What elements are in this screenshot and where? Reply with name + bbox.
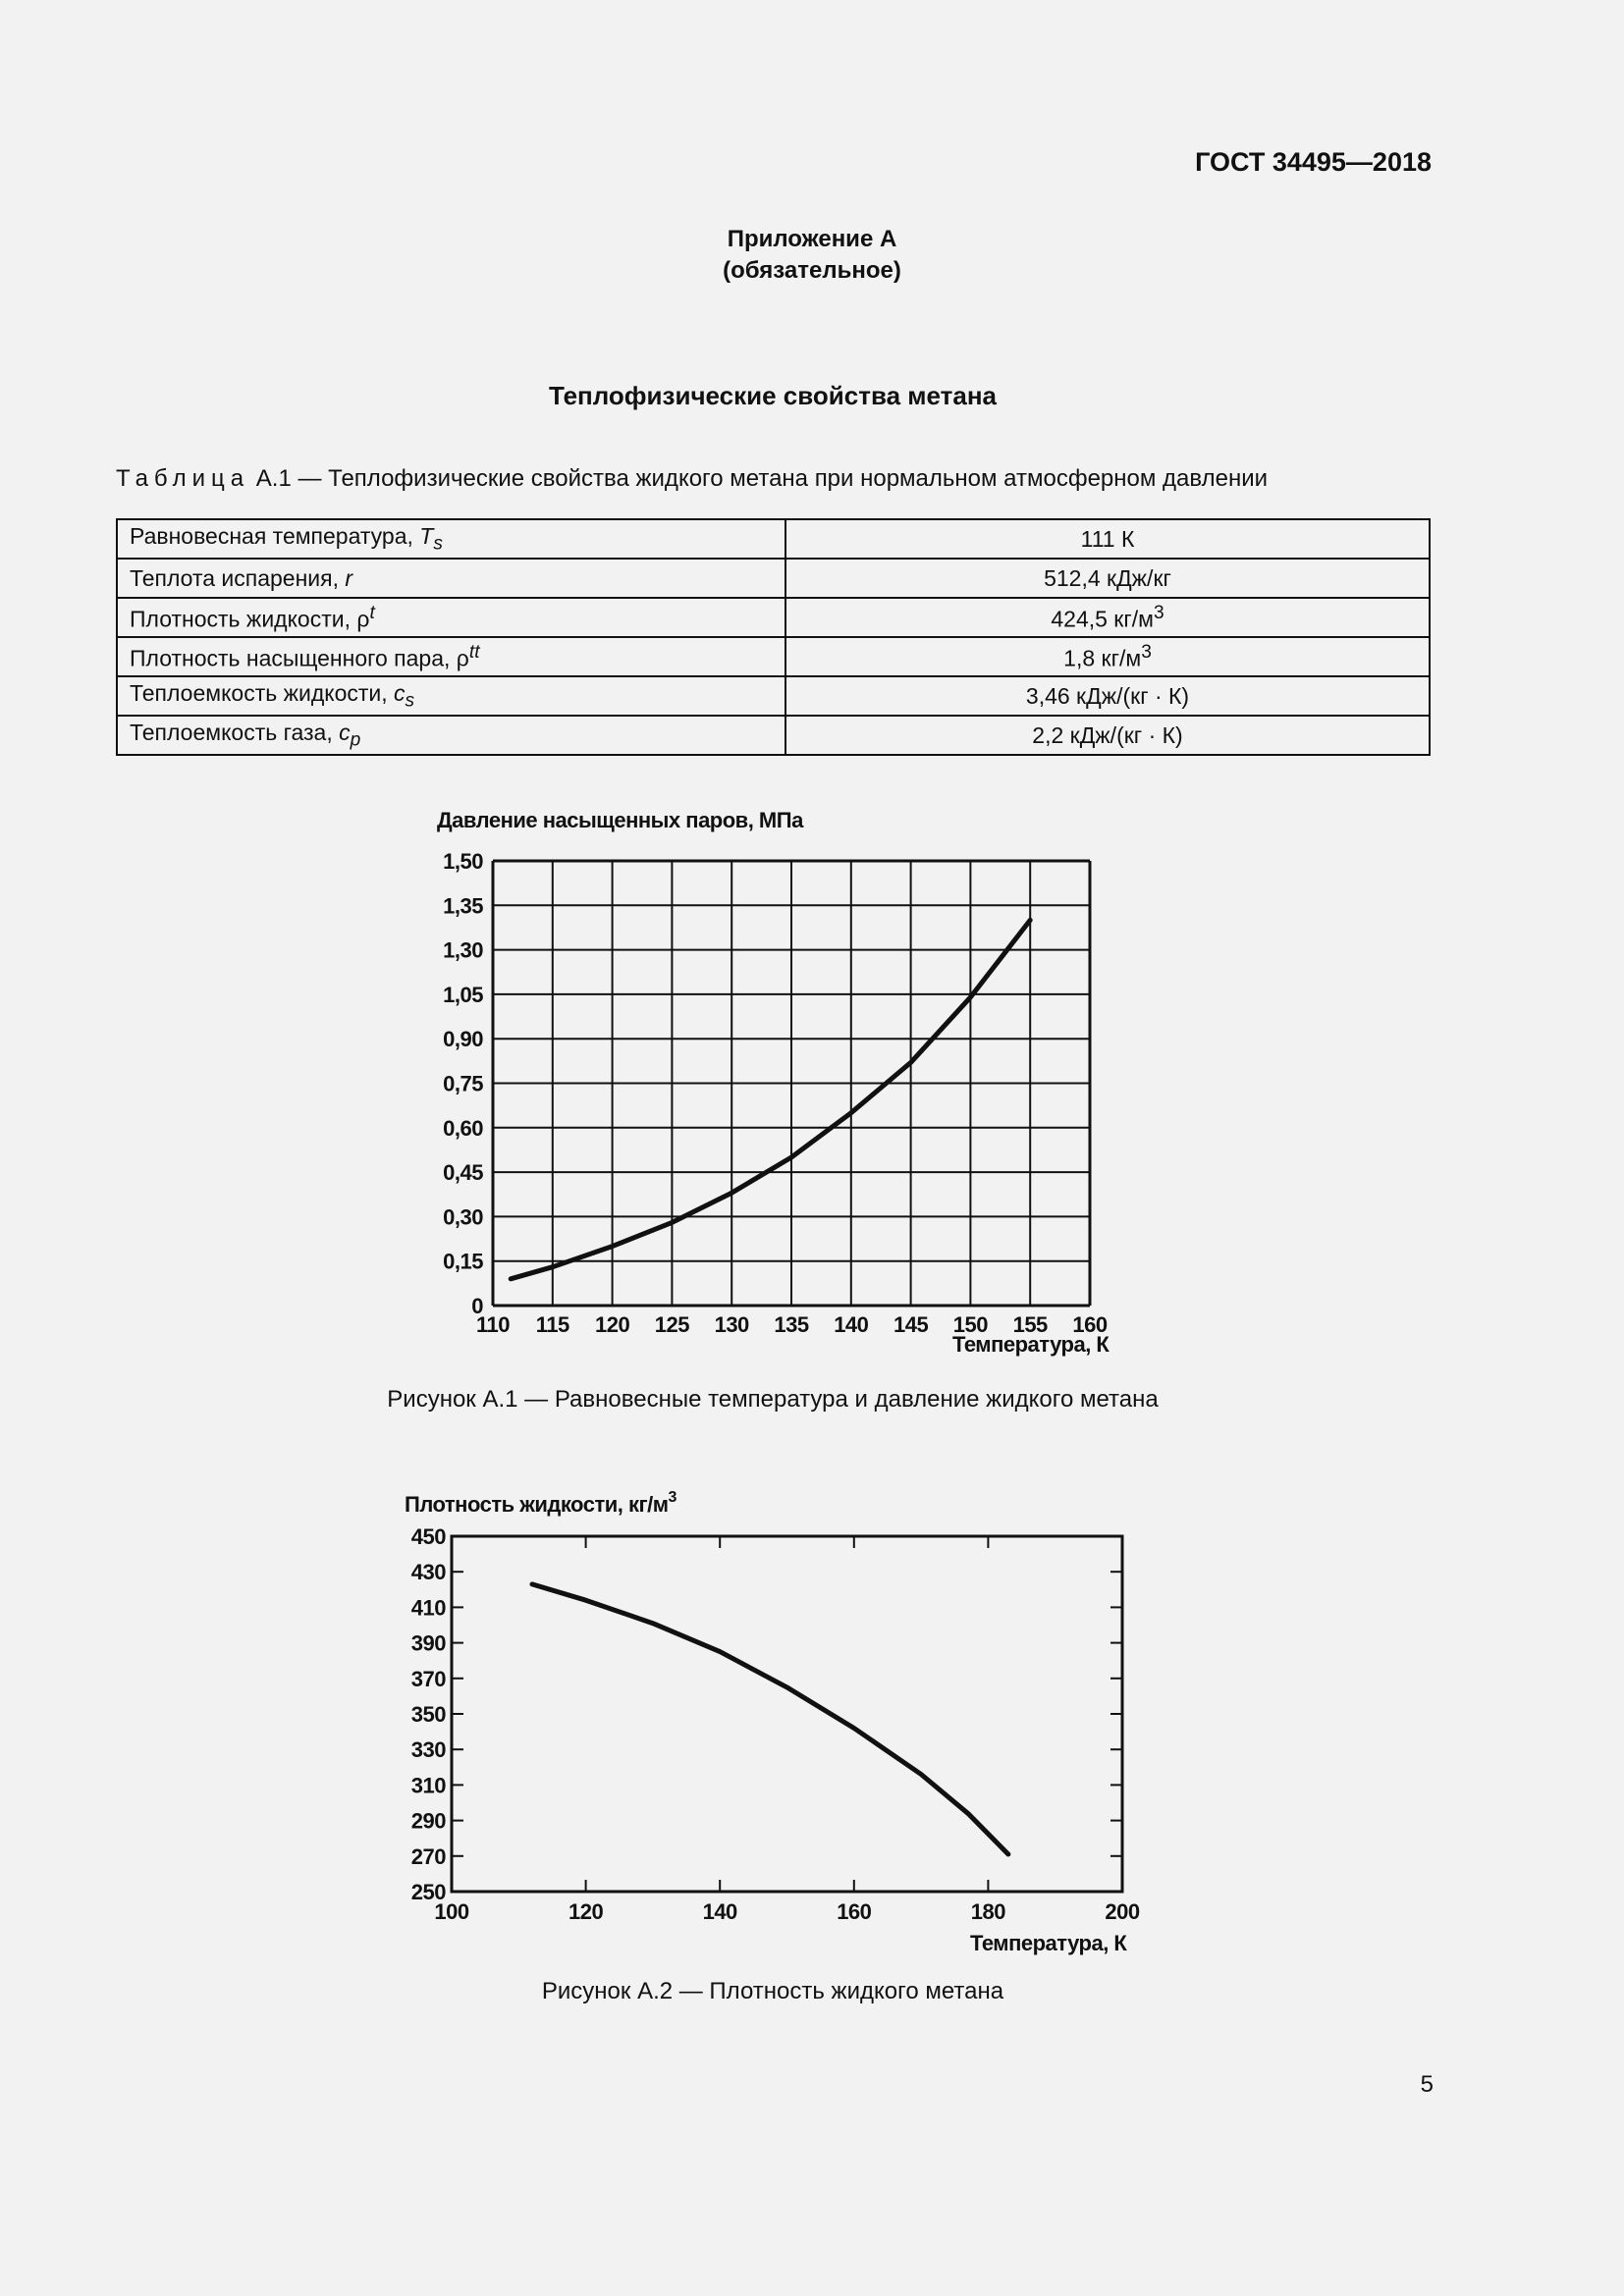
- property-value: 3,46 кДж/(кг · К): [785, 676, 1430, 716]
- figure-a2-caption: Рисунок А.2 — Плотность жидкого метана: [541, 1978, 1004, 2004]
- chart2-y-tick-label: 250: [410, 1880, 446, 1904]
- chart1-y-tick-label: 1,30: [443, 937, 483, 963]
- chart1-y-tick-label: 1,35: [443, 893, 483, 919]
- chart1-x-tick-label: 155: [1012, 1312, 1048, 1337]
- chart1-x-tick-label: 110: [476, 1312, 510, 1337]
- chart1-data-point: [910, 1062, 911, 1063]
- chart2-y-tick-label: 450: [410, 1524, 446, 1549]
- chart2-y-tick-label: 390: [410, 1630, 446, 1656]
- chart1-y-tick-label: 0,75: [443, 1071, 483, 1096]
- chart1-ylabel: Давление насыщенных паров, МПа: [437, 808, 803, 832]
- chart2-data-point: [786, 1686, 787, 1687]
- chart2-xlabel: Температура, К: [970, 1931, 1127, 1955]
- chart2-data-point: [531, 1583, 532, 1584]
- chart1-series-line: [511, 920, 1030, 1278]
- chart1-y-tick-label: 0,15: [443, 1249, 483, 1274]
- property-value: 424,5 $кг/м^3$: [785, 598, 1430, 637]
- figure-a1-caption: Рисунок А.1 — Равновесные температура и давление жидкого метана: [387, 1386, 1159, 1413]
- chart1-x-tick-label: 120: [594, 1312, 630, 1337]
- table-row: [117, 676, 1430, 716]
- chart2-x-tick-label: 180: [970, 1899, 1006, 1924]
- chart2-x-tick-label: 120: [568, 1899, 604, 1924]
- chart2-y-tick-label: 290: [410, 1808, 446, 1834]
- chart1-data-point: [731, 1193, 732, 1194]
- property-name: Теплоемкость жидкости, $c_s$: [117, 676, 785, 716]
- table-caption-prefix: Таблица: [116, 465, 250, 492]
- chart1-y-tick-label: 0,45: [443, 1160, 483, 1186]
- chart2-data-point: [720, 1651, 721, 1652]
- chart1-xlabel: Температура, К: [952, 1332, 1110, 1357]
- appendix-title: Приложение А: [727, 226, 897, 252]
- chart2-data-point: [921, 1774, 922, 1775]
- table-caption: [116, 465, 1268, 493]
- chart1-x-tick-label: 160: [1072, 1312, 1108, 1337]
- chart2-data-point: [585, 1600, 586, 1601]
- chart2-x-tick-label: 140: [702, 1899, 737, 1924]
- chart1-data-point: [970, 996, 971, 997]
- chart1-x-tick-label: 125: [654, 1312, 690, 1337]
- chart2-y-tick-label: 370: [410, 1666, 446, 1691]
- chart1-data-point: [791, 1157, 792, 1158]
- standard-number: ГОСТ 34495—2018: [1195, 147, 1432, 177]
- chart2-x-tick-label: 160: [837, 1899, 872, 1924]
- chart1-data-point: [612, 1246, 613, 1247]
- chart2-y-tick-label: 330: [410, 1737, 446, 1763]
- table-row: [117, 637, 1430, 676]
- property-name: Плотность жидкости, $\rho^t$: [117, 598, 785, 637]
- appendix-subtitle: (обязательное): [723, 257, 901, 284]
- chart2-y-tick-label: 310: [410, 1773, 446, 1798]
- chart1-data-point: [672, 1222, 673, 1223]
- property-value: 2,2 кДж/(кг · К): [785, 716, 1430, 755]
- chart2-y-tick-label: 350: [410, 1702, 446, 1727]
- chart1-data-point: [511, 1278, 512, 1279]
- chart1-y-tick-label: 1,05: [443, 982, 483, 1007]
- property-value: 1,8 $кг/м^3$: [785, 637, 1430, 676]
- table-caption-text: А.1 — Теплофизические свойства жидкого метана при нормальном атмосферном давлении: [249, 465, 1269, 492]
- density-chart: [393, 1482, 1168, 1963]
- table-row: [117, 559, 1430, 598]
- chart2-series-line: [532, 1584, 1008, 1854]
- chart2-data-point: [853, 1728, 854, 1729]
- properties-table: [116, 518, 1431, 756]
- table-row: [117, 519, 1430, 559]
- chart1-data-point: [1030, 920, 1031, 921]
- chart2-data-point: [967, 1813, 968, 1814]
- chart2-y-tick-label: 270: [410, 1843, 446, 1869]
- chart1-x-tick-label: 140: [834, 1312, 869, 1337]
- chart2-ylabel: Плотность жидкости, $кг/м^3$: [405, 1489, 677, 1517]
- chart1-x-tick-label: 135: [774, 1312, 809, 1337]
- chart1-x-tick-label: 115: [535, 1312, 569, 1337]
- property-name: Плотность насыщенного пара, $\rho^{tt}$: [117, 637, 785, 676]
- chart1-y-tick-label: 0,90: [443, 1027, 483, 1052]
- chart2-y-tick-label: 410: [410, 1595, 446, 1621]
- chart1-x-tick-label: 130: [714, 1312, 749, 1337]
- chart1-x-tick-label: 145: [893, 1312, 929, 1337]
- chart2-x-tick-label: 100: [434, 1899, 469, 1924]
- property-value: 512,4 кДж/кг: [785, 559, 1430, 598]
- property-name: Теплоемкость газа, $c_p$: [117, 716, 785, 755]
- chart1-y-tick-label: 0,30: [443, 1204, 483, 1230]
- chart1-x-tick-label: 150: [952, 1312, 989, 1337]
- table-row: [117, 716, 1430, 755]
- property-name: Теплота испарения, r: [117, 559, 785, 598]
- chart1-data-point: [552, 1266, 553, 1267]
- chart1-y-tick-label: 0: [471, 1294, 483, 1318]
- chart1-y-tick-label: 0,60: [443, 1115, 483, 1141]
- pressure-chart: [412, 805, 1159, 1364]
- chart2-data-point: [1007, 1853, 1008, 1854]
- chart1-y-tick-label: 1,50: [443, 849, 483, 874]
- chart1-data-point: [850, 1112, 851, 1113]
- page-number: 5: [1420, 2071, 1434, 2098]
- property-name: Равновесная температура, $T_s$: [117, 519, 785, 559]
- chart2-y-tick-label: 430: [410, 1560, 446, 1585]
- section-title: Теплофизические свойства метана: [549, 381, 997, 410]
- chart2-x-tick-label: 200: [1105, 1899, 1140, 1924]
- table-row: [117, 598, 1430, 637]
- chart2-data-point: [652, 1623, 653, 1624]
- property-value: 111 К: [785, 519, 1430, 559]
